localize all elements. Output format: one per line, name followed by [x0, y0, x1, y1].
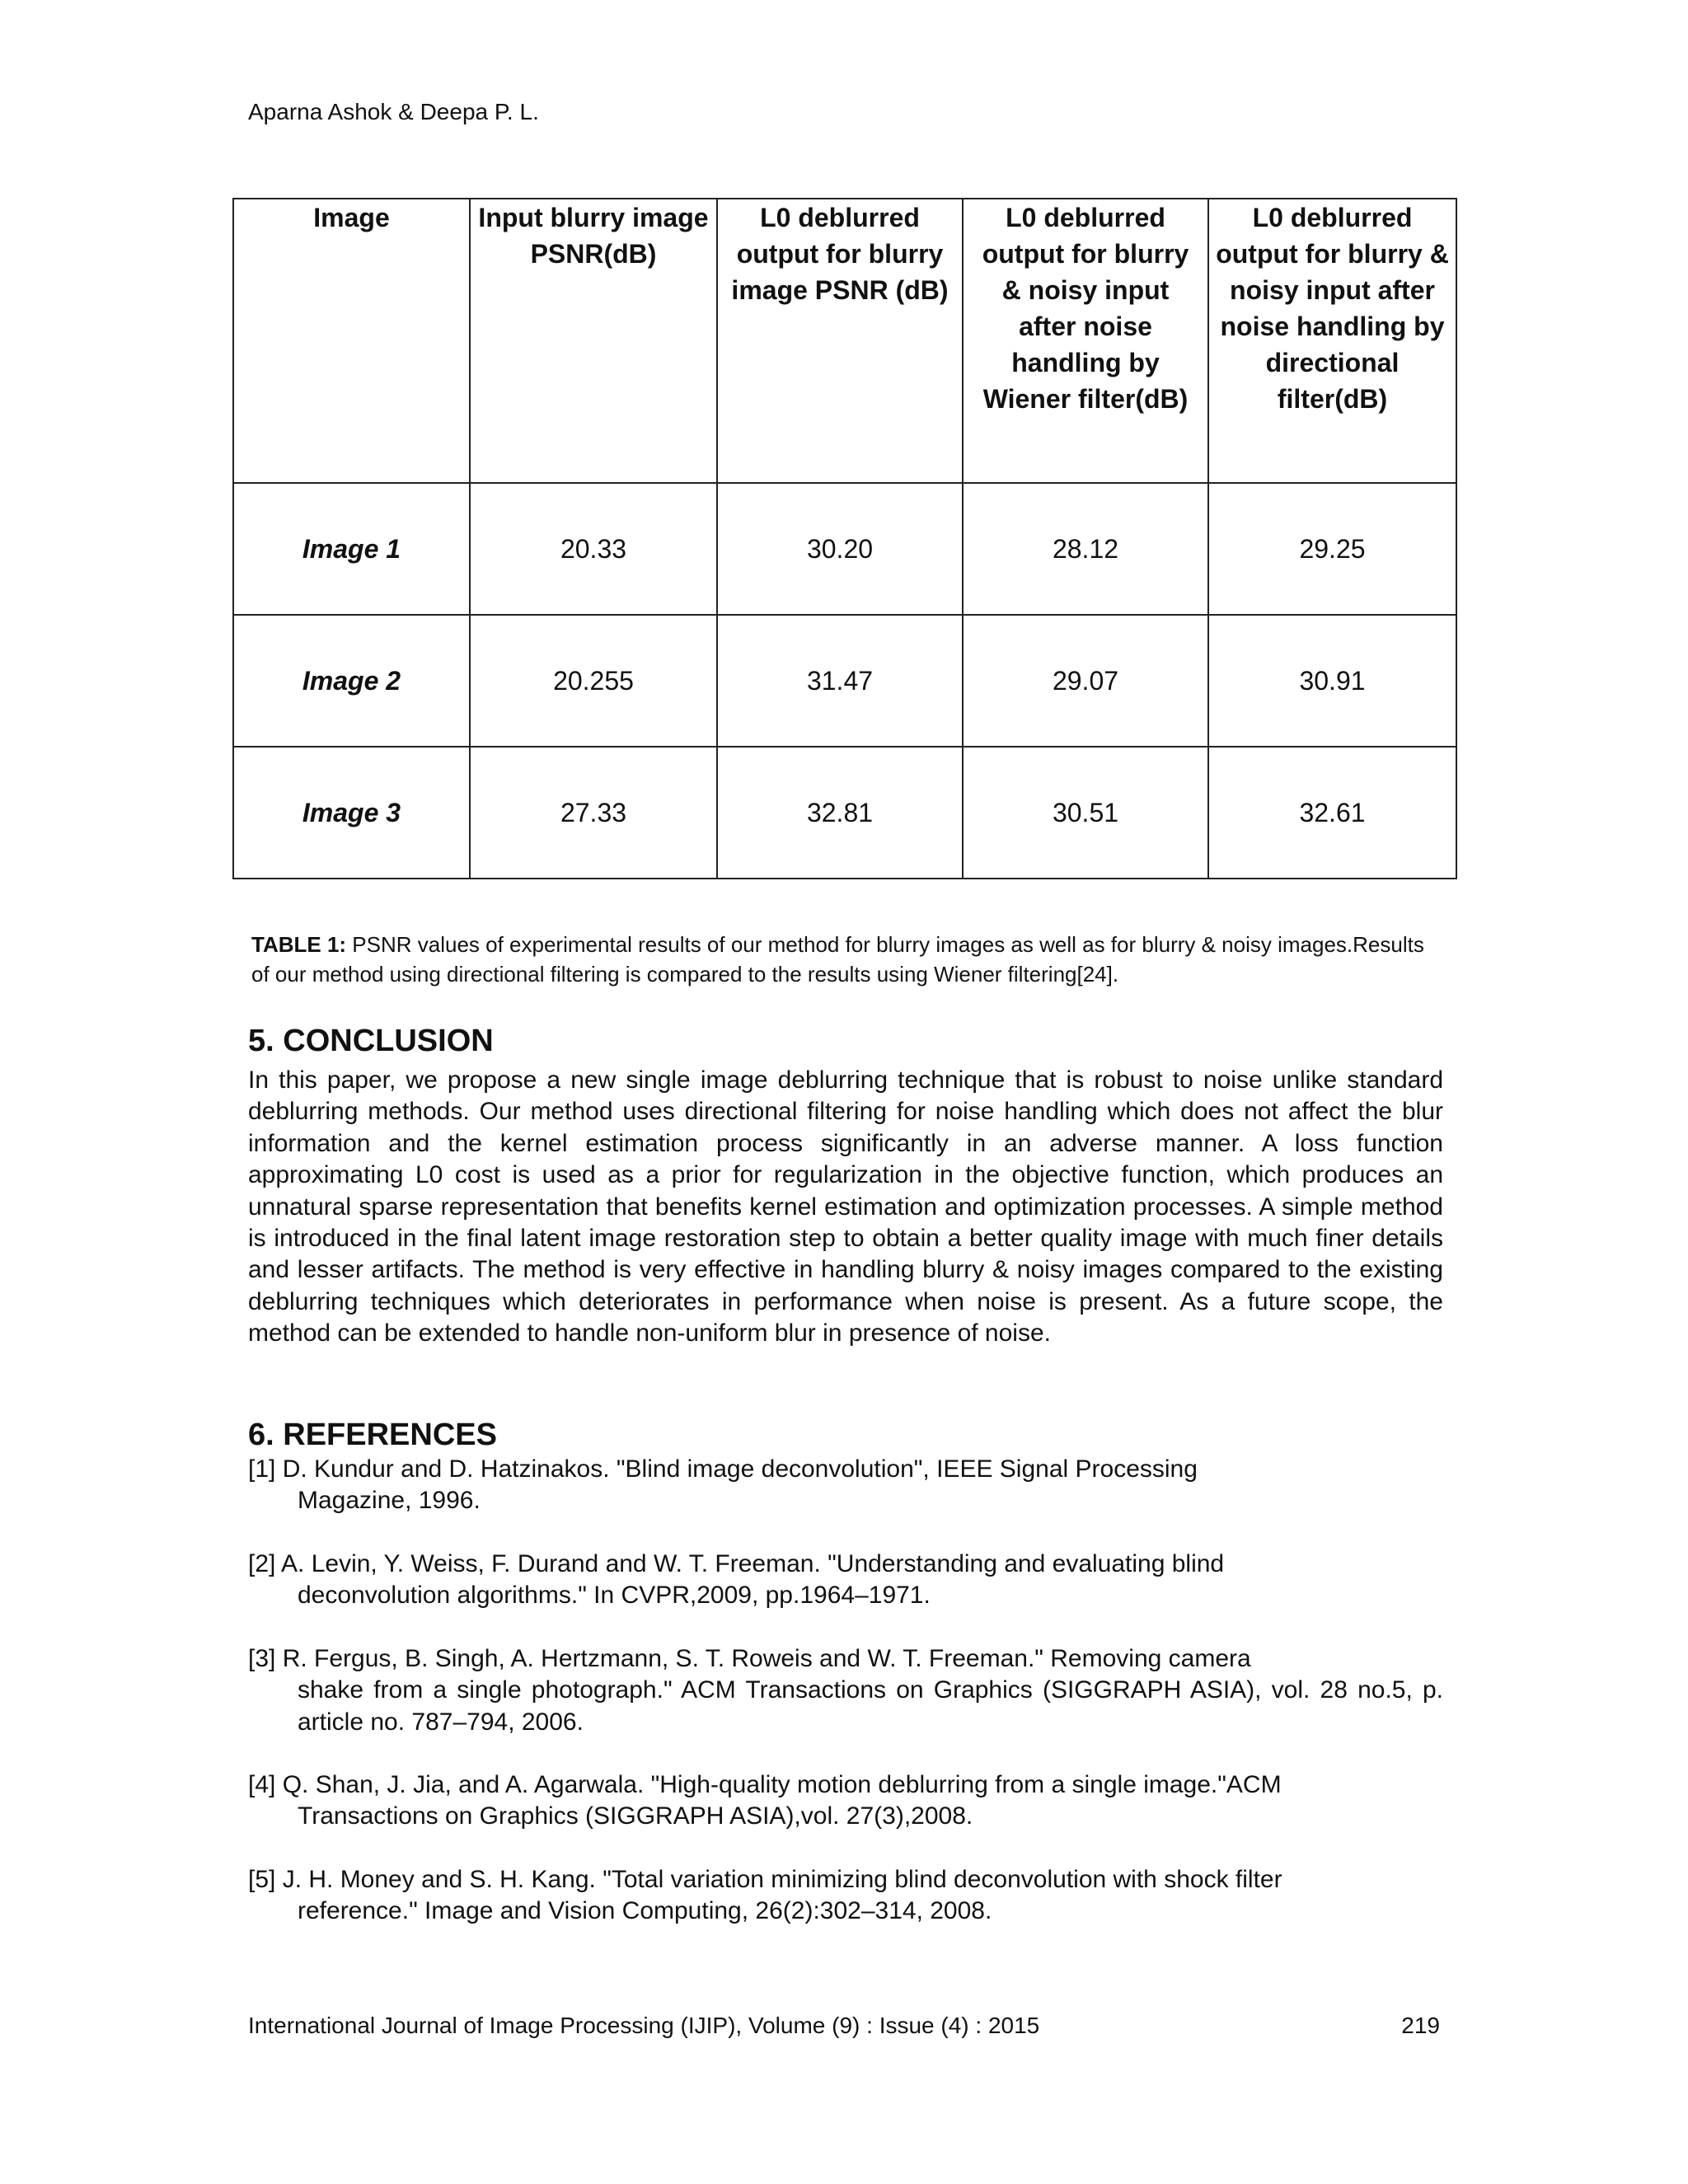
- table-cell: 30.20: [717, 483, 963, 615]
- table-cell: 31.47: [717, 615, 963, 747]
- results-table: [232, 198, 1457, 879]
- header-l0-wiener: L0 deblurred output for blurry & noisy input after noise handling by Wiener filter(dB): [963, 199, 1208, 483]
- table-row: [233, 747, 1456, 879]
- reference-item: [248, 1864, 1443, 1928]
- table-cell: 20.255: [470, 615, 717, 747]
- reference-item: [248, 1643, 1443, 1738]
- running-head: Aparna Ashok & Deepa P. L.: [248, 99, 539, 124]
- header-image: Image: [233, 199, 470, 483]
- caption-text: PSNR values of experimental results of our method for blurry images as well as for blurry & noisy images.Results of our method using directional filtering is compared to the results using Wiener filtering[24].: [251, 932, 1424, 987]
- reference-first-line: [1] D. Kundur and D. Hatzinakos. "Blind image deconvolution", IEEE Signal Processing: [248, 1455, 1198, 1483]
- conclusion-body: In this paper, we propose a new single image deblurring technique that is robust to noise unlike standard deblurring methods. Our method uses directional filtering for noise handling which does not affect the blur information and the kernel estimation process significantly in an adverse manner. A loss function approximating L0 cost is used as a prior for regularization in the objective function, which produces an unnatural sparse representation that benefits kernel estimation and optimization processes. A simple method is introduced in the final latent image restoration step to obtain a better quality image with much finer details and lesser artifacts. The method is very effective in handling blurry & noisy images compared to the existing deblurring techniques which deteriorates in performance when noise is present. As a future scope, the method can be extended to handle non-uniform blur in presence of noise.: [248, 1066, 1443, 1347]
- reference-continuation: deconvolution algorithms." In CVPR,2009, pp.1964–1971.: [298, 1582, 931, 1610]
- table-cell: 30.51: [963, 747, 1208, 879]
- table-row: [233, 615, 1456, 747]
- reference-item: [248, 1769, 1443, 1833]
- page-number: 219: [1401, 2013, 1440, 2038]
- table-row: [233, 483, 1456, 615]
- table-cell: 32.81: [717, 747, 963, 879]
- table-cell: 28.12: [963, 483, 1208, 615]
- reference-continuation: shake from a single photograph." ACM Transactions on Graphics (SIGGRAPH ASIA), vol. 28 no.5, p. article no. 787–794, 2006.: [298, 1676, 1443, 1736]
- reference-continuation: Transactions on Graphics (SIGGRAPH ASIA),vol. 27(3),2008.: [298, 1802, 973, 1830]
- reference-first-line: [2] A. Levin, Y. Weiss, F. Durand and W. T. Freeman. "Understanding and evaluating blind: [248, 1550, 1225, 1577]
- header-l0-directional: L0 deblurred output for blurry & noisy input after noise handling by directional filter(dB): [1208, 199, 1456, 483]
- table-cell: 29.07: [963, 615, 1208, 747]
- conclusion-heading: 5. CONCLUSION: [248, 1024, 494, 1058]
- row-label: Image 1: [233, 483, 470, 615]
- header-input-psnr: Input blurry image PSNR(dB): [470, 199, 717, 483]
- row-label: Image 3: [233, 747, 470, 879]
- table-cell: 20.33: [470, 483, 717, 615]
- table-cell: 29.25: [1208, 483, 1456, 615]
- footer-journal: International Journal of Image Processing (IJIP), Volume (9) : Issue (4) : 2015: [248, 2013, 1040, 2038]
- reference-first-line: [3] R. Fergus, B. Singh, A. Hertzmann, S. T. Roweis and W. T. Freeman." Removing camera: [248, 1645, 1251, 1672]
- table-header-row: [233, 199, 1456, 483]
- reference-item: [248, 1454, 1443, 1517]
- table-cell: 32.61: [1208, 747, 1456, 879]
- table-caption: [251, 930, 1438, 989]
- references-heading: 6. REFERENCES: [248, 1418, 497, 1452]
- row-label: Image 2: [233, 615, 470, 747]
- reference-first-line: [5] J. H. Money and S. H. Kang. "Total variation minimizing blind deconvolution with shock filter: [248, 1866, 1282, 1893]
- table-cell: 27.33: [470, 747, 717, 879]
- reference-first-line: [4] Q. Shan, J. Jia, and A. Agarwala. "High-quality motion deblurring from a single image."ACM: [248, 1771, 1282, 1798]
- header-l0-blurry: L0 deblurred output for blurry image PSNR (dB): [717, 199, 963, 483]
- reference-continuation: reference." Image and Vision Computing, 26(2):302–314, 2008.: [298, 1897, 992, 1925]
- table-cell: 30.91: [1208, 615, 1456, 747]
- caption-label: TABLE 1:: [251, 932, 347, 957]
- reference-item: [248, 1549, 1443, 1612]
- reference-continuation: Magazine, 1996.: [298, 1487, 481, 1515]
